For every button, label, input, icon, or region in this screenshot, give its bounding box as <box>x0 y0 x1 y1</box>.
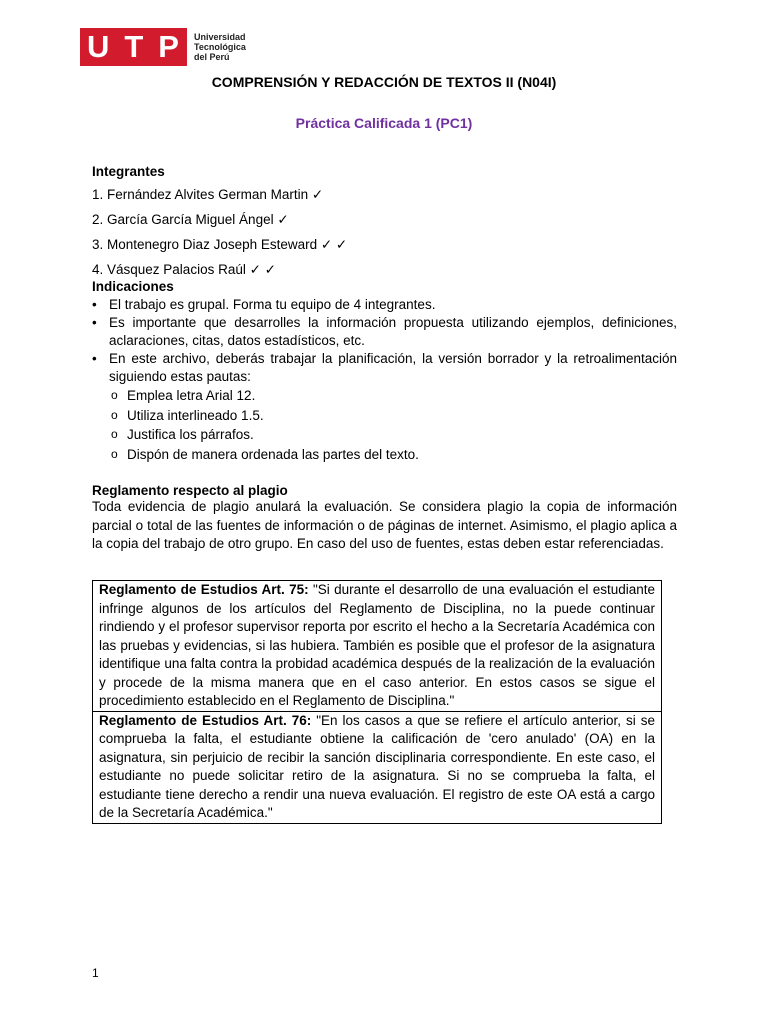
pautas-list <box>92 386 677 464</box>
member-item: 3. Montenegro Diaz Joseph Esteward ✓ ✓ <box>92 237 348 252</box>
indicaciones-section <box>92 279 677 464</box>
sub-item: o Justifica los párrafos. <box>92 425 677 445</box>
sub-item: o Utiliza interlineado 1.5. <box>92 406 677 426</box>
article-76-cell <box>93 711 661 823</box>
plagio-section <box>92 483 677 554</box>
assignment-subtitle: Práctica Calificada 1 (PC1) <box>295 115 473 131</box>
article-text: "Si durante el desarrollo de una evaluación el estudiante infringe algunos de los artículos del Reglamento de Disciplina, no la puede continuar rindiendo y el profesor supervisor reporta por escrito el hecho a la Secretaría Académica con las pruebas y evidencias, si las hubiera. También es posible que el profesor de la asignatura identifique una falta contra la probidad académica después de la realización de la evaluación y procede de la misma manera que en el caso anterior. En estos casos se sigue el procedimiento establecido en el Reglamento de Disciplina." <box>99 582 655 708</box>
indicaciones-heading: Indicaciones <box>92 279 174 294</box>
course-title: COMPRENSIÓN Y REDACCIÓN DE TEXTOS II (N04I) <box>211 74 557 90</box>
indicaciones-list <box>92 296 677 386</box>
plagio-heading: Reglamento respecto al plagio <box>92 483 288 498</box>
logo-line-3: del Perú <box>194 52 230 62</box>
bullet-item: • El trabajo es grupal. Forma tu equipo de 4 integrantes. <box>92 296 677 314</box>
integrantes-section <box>92 164 677 287</box>
page-number: 1 <box>92 966 99 980</box>
logo-line-1: Universidad <box>194 32 246 42</box>
logo-line-2: Tecnológica <box>194 42 246 52</box>
plagio-paragraph: Toda evidencia de plagio anulará la evaluación. Se considera plagio la copia de información parcial o total de las fuentes de información o de páginas de internet. Asimismo, el plagio aplica a la copia del trabajo de otro grupo. En caso del uso de fuentes, estas deben estar referenciadas. <box>92 499 677 551</box>
utp-logo-mark <box>80 28 187 66</box>
article-label: Reglamento de Estudios Art. 75: <box>99 582 309 597</box>
sub-item: o Emplea letra Arial 12. <box>92 386 677 406</box>
reglamento-table <box>92 580 662 824</box>
utp-logo-text <box>194 32 246 62</box>
integrantes-heading: Integrantes <box>92 164 165 179</box>
bullet-item: • Es importante que desarrolles la información propuesta utilizando ejemplos, definiciones, aclaraciones, citas, datos estadísticos, etc. <box>92 314 677 350</box>
member-item: 2. García García Miguel Ángel ✓ <box>92 212 289 227</box>
utp-logo <box>80 28 246 66</box>
member-item: 4. Vásquez Palacios Raúl ✓ ✓ <box>92 262 276 277</box>
logo-letter-u: U <box>86 29 111 64</box>
article-label: Reglamento de Estudios Art. 76: <box>99 712 312 728</box>
bullet-item: • En este archivo, deberás trabajar la planificación, la versión borrador y la retroalimentación siguiendo estas pautas: <box>92 350 677 386</box>
member-item: 1. Fernández Alvites German Martin ✓ <box>92 187 324 202</box>
logo-letter-t: T <box>124 29 145 64</box>
sub-item: o Dispón de manera ordenada las partes del texto. <box>92 445 677 465</box>
article-75-cell <box>93 581 661 711</box>
article-text: "En los casos a que se refiere el artículo anterior, si se comprueba la falta, el estudiante obtiene la calificación de 'cero anulado' (OA) en la asignatura, sin perjuicio de recibir la sanción disciplinaria correspondiente. En este caso, el estudiante no puede solicitar retiro de la asignatura. Si no se comprueba la falta, el estudiante tiene derecho a rendir una nueva evaluación. El registro de este OA está a cargo de la Secretaría Académica." <box>99 712 655 820</box>
logo-letter-p: P <box>158 29 180 64</box>
